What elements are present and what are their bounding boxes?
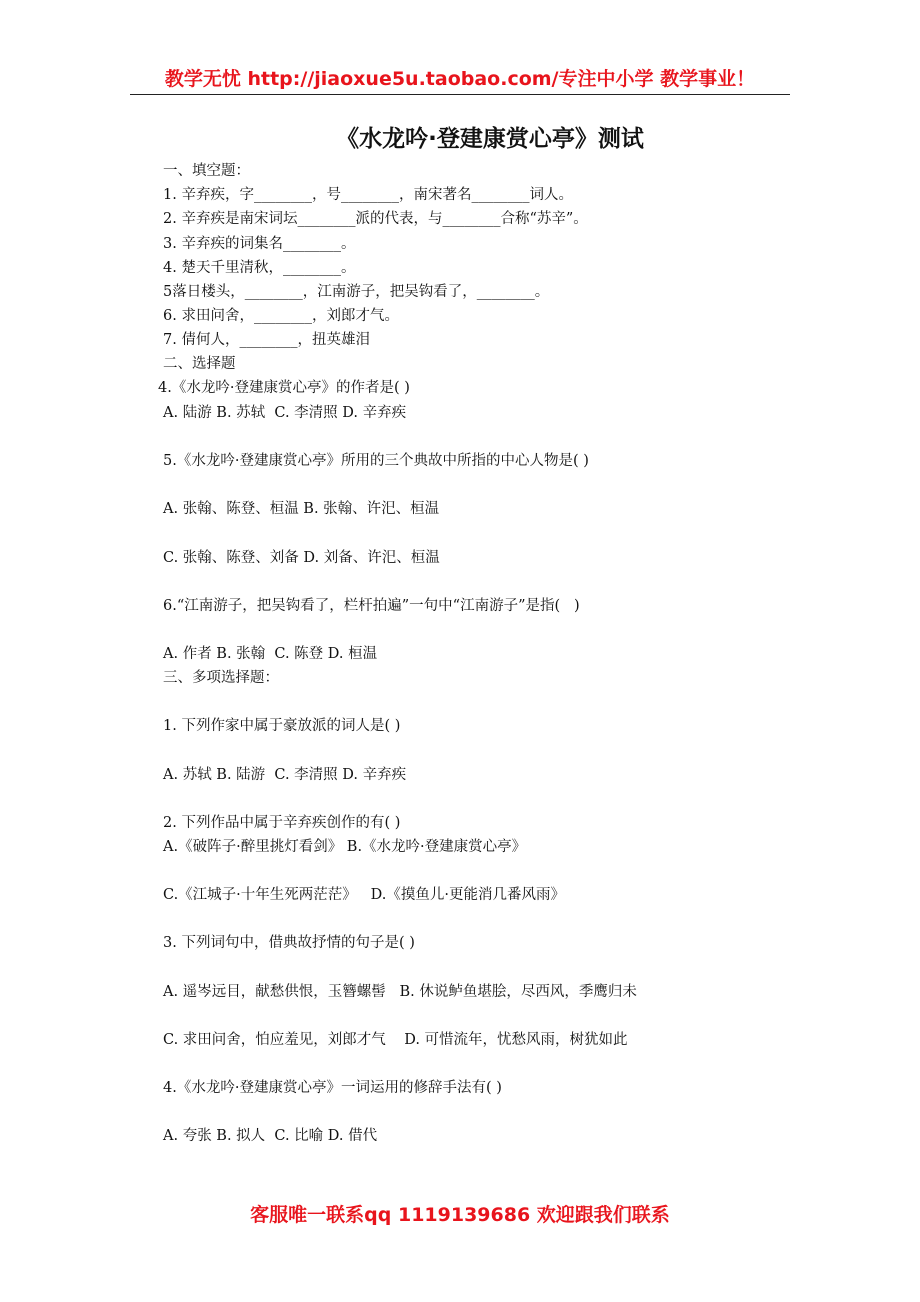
section-multi-choice-heading: 三、多项选择题： bbox=[163, 670, 279, 686]
question-line: 3. 下列词句中，借典故抒情的句子是( ) bbox=[163, 935, 415, 951]
answer-options: A.《破阵子·醉里挑灯看剑》 B.《水龙吟·登建康赏心亭》 bbox=[163, 839, 527, 855]
question-line: 4. 楚天千里清秋，________。 bbox=[163, 260, 356, 276]
header-divider bbox=[130, 94, 790, 95]
question-line: 5.《水龙吟·登建康赏心亭》所用的三个典故中所指的中心人物是( ) bbox=[163, 453, 589, 469]
question-line: 4.《水龙吟·登建康赏心亭》的作者是( ) bbox=[158, 380, 410, 396]
question-line: 1. 辛弃疾，字________，号________，南宋著名________词人。 bbox=[163, 187, 573, 203]
question-line: 6.“江南游子，把吴钩看了，栏杆拍遍”一句中“江南游子”是指( ) bbox=[163, 598, 580, 614]
page-title: 《水龙吟·登建康赏心亭》测试 bbox=[336, 126, 644, 152]
answer-options: A. 苏轼 B. 陆游 C. 李清照 D. 辛弃疾 bbox=[163, 767, 407, 783]
answer-options: A. 夸张 B. 拟人 C. 比喻 D. 借代 bbox=[163, 1128, 378, 1144]
answer-options: C. 张翰、陈登、刘备 D. 刘备、许汜、桓温 bbox=[163, 550, 440, 566]
question-line: 1. 下列作家中属于豪放派的词人是( ) bbox=[163, 718, 401, 734]
section-choice-heading: 二、选择题 bbox=[163, 356, 236, 372]
answer-options: A. 陆游 B. 苏轼 C. 李清照 D. 辛弃疾 bbox=[163, 405, 407, 421]
answer-options: A. 作者 B. 张翰 C. 陈登 D. 桓温 bbox=[163, 646, 378, 662]
question-line: 7. 倩何人，________，扭英雄泪 bbox=[163, 332, 370, 348]
section-fill-blank-heading: 一、填空题： bbox=[163, 163, 250, 179]
contact-footer: 客服唯一联系qq 1119139686 欢迎跟我们联系 bbox=[250, 1204, 670, 1226]
site-header-banner: 教学无忧 http://jiaoxue5u.taobao.com/专注中小学 教学事业！ bbox=[164, 68, 756, 90]
question-line: 4.《水龙吟·登建康赏心亭》一词运用的修辞手法有( ) bbox=[163, 1080, 502, 1096]
question-line: 6. 求田问舍，________，刘郎才气。 bbox=[163, 308, 399, 324]
question-line: 2. 下列作品中属于辛弃疾创作的有( ) bbox=[163, 815, 401, 831]
question-line: 3. 辛弃疾的词集名________。 bbox=[163, 236, 356, 252]
answer-options: A. 张翰、陈登、桓温 B. 张翰、许汜、桓温 bbox=[163, 501, 440, 517]
answer-options: A. 遥岑远目，献愁供恨，玉簪螺髻 B. 休说鲈鱼堪脍，尽西风，季鹰归未 bbox=[163, 984, 637, 1000]
answer-options: C.《江城子·十年生死两茫茫》 D.《摸鱼儿·更能消几番风雨》 bbox=[163, 887, 565, 903]
answer-options: C. 求田问舍，怕应羞见，刘郎才气 D. 可惜流年，忧愁风雨，树犹如此 bbox=[163, 1032, 628, 1048]
question-line: 5落日楼头，________，江南游子，把吴钩看了，________。 bbox=[163, 284, 550, 300]
question-line: 2. 辛弃疾是南宋词坛________派的代表，与________合称“苏辛”。 bbox=[163, 211, 588, 227]
